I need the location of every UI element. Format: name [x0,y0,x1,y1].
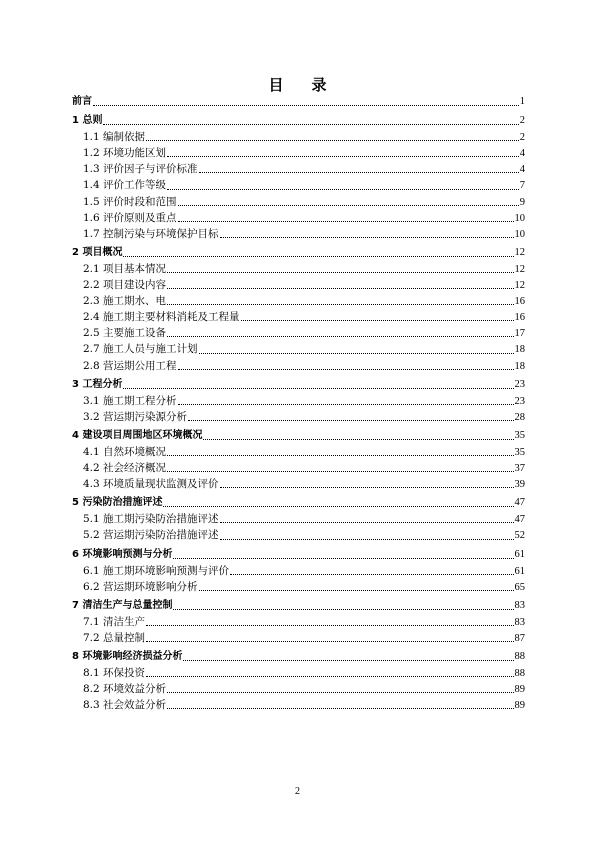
toc-section-row[interactable] [72,563,525,579]
toc-page-number: 10 [514,228,525,240]
toc-page-number: 39 [514,479,525,491]
toc-leader-dots [167,707,513,709]
toc-leader-dots [146,139,519,141]
toc-page-number: 65 [514,581,525,593]
toc-entry-label: 8.2 环境效益分析 [83,683,167,696]
toc-chapter-row[interactable] [72,428,525,444]
toc-section-row[interactable] [72,226,525,242]
toc-section-row[interactable] [72,697,525,713]
toc-leader-dots [203,438,513,440]
toc-entry-label: 1.1 编制依据 [83,131,146,144]
toc-page-number: 9 [519,196,525,208]
table-of-contents [72,94,525,713]
toc-page-number: 2 [519,132,525,144]
toc-leader-dots [220,521,514,523]
toc-page-number: 28 [514,411,525,423]
toc-section-row[interactable] [72,325,525,341]
toc-leader-dots [178,368,514,370]
toc-entry-label: 7.2 总量控制 [83,632,146,644]
toc-page-number: 17 [514,328,525,340]
toc-page-number: 4 [519,164,525,176]
toc-section-row[interactable] [72,177,525,193]
toc-leader-dots [123,387,513,389]
toc-leader-dots [123,255,513,257]
toc-section-row[interactable] [72,393,525,409]
toc-leader-dots [146,675,513,677]
toc-entry-label: 3 工程分析 [72,378,123,390]
toc-entry-label: 前言 [72,96,92,107]
toc-page-number: 88 [514,651,525,663]
toc-entry-label: 7.1 清洁生产 [83,615,146,628]
toc-page-number: 2 [519,115,525,127]
toc-entry-label: 2.7 施工人员与施工计划 [83,343,198,356]
toc-page-number: 52 [514,530,525,542]
toc-chapter-row[interactable] [72,598,525,614]
toc-section-row[interactable] [72,129,525,145]
toc-leader-dots [146,640,513,642]
toc-entry-label: 1.5 评价时段和范围 [83,195,177,208]
toc-leader-dots [188,419,513,421]
toc-leader-dots [220,538,514,540]
toc-leader-dots [167,287,513,289]
toc-entry-label: 2 项目概况 [72,246,123,258]
toc-entry-label: 2.4 施工期主要材料消耗及工程量 [83,311,240,324]
toc-entry-label: 5.2 营运期污染防治措施评述 [83,529,219,542]
toc-page-number: 35 [514,429,525,441]
toc-page-number: 61 [514,548,525,560]
toc-page-number: 89 [514,700,525,712]
toc-page-number: 88 [514,668,525,680]
toc-entry-label: 1.4 评价工作等级 [83,179,167,192]
toc-page-number: 18 [514,360,525,372]
toc-page-number: 1 [519,96,525,107]
toc-leader-dots [178,403,514,405]
toc-entry-label: 1.3 评价因子与评价标准 [83,163,198,176]
toc-leader-dots [230,573,513,575]
toc-section-row[interactable] [72,145,525,161]
toc-leader-dots [173,557,513,559]
toc-chapter-row[interactable] [72,495,525,511]
toc-entry-label: 2.5 主要施工设备 [83,327,167,340]
toc-page-number: 12 [514,246,525,258]
toc-section-row[interactable] [72,476,525,492]
footer-page-number: 2 [295,786,300,797]
toc-leader-dots [167,454,513,456]
toc-page-number: 23 [514,378,525,390]
toc-entry-label: 8.1 环保投资 [83,667,146,680]
toc-leader-dots [163,505,513,507]
toc-leader-dots [199,589,514,591]
toc-section-row[interactable] [72,358,525,374]
toc-entry-label: 5.1 施工期污染防治措施评述 [83,513,219,526]
toc-entry-label: 6.2 营运期环境影响分析 [83,580,198,593]
toc-page-number: 47 [514,497,525,509]
toc-entry-label: 2.8 营运期公用工程 [83,359,177,372]
title-part-2: 录 [311,76,327,94]
toc-chapter-row[interactable] [72,649,525,665]
toc-entry-label: 6.1 施工期环境影响预测与评价 [83,564,230,577]
toc-leader-dots [167,691,513,693]
toc-leader-dots [167,188,519,190]
toc-section-row[interactable] [72,681,525,697]
toc-entry-label: 4.1 自然环境概况 [83,445,167,458]
toc-chapter-row[interactable] [72,245,525,261]
toc-section-row[interactable] [72,277,525,293]
toc-page-number: 16 [514,296,525,308]
toc-chapter-row[interactable] [72,113,525,129]
toc-entry-label: 2.2 项目建设内容 [83,279,167,292]
toc-entry-label: 2.1 项目基本情况 [83,262,167,275]
toc-leader-dots [167,303,513,305]
toc-section-row[interactable] [72,614,525,630]
toc-leader-dots [167,335,513,337]
toc-leader-dots [220,236,514,238]
toc-page-number: 10 [514,212,525,224]
toc-entry-label: 6 环境影响预测与分析 [72,548,173,560]
toc-section-row[interactable] [72,341,525,357]
toc-leader-dots [199,171,519,173]
toc-leader-dots [173,608,513,610]
toc-page-number: 37 [514,463,525,475]
toc-section-row[interactable] [72,630,525,646]
toc-leader-dots [167,271,513,273]
toc-page-number: 12 [514,263,525,275]
toc-leader-dots [220,486,514,488]
toc-entry-label: 1.2 环境功能区划 [83,147,167,160]
toc-section-row[interactable] [72,511,525,527]
toc-entry-label: 8 环境影响经济损益分析 [72,651,183,663]
toc-entry-label: 7 清洁生产与总量控制 [72,599,173,611]
toc-section-row[interactable] [72,665,525,681]
toc-section-row[interactable] [72,309,525,325]
toc-page-number: 18 [514,344,525,356]
toc-chapter-row[interactable] [72,547,525,563]
toc-page-number: 47 [514,514,525,526]
toc-page-number: 35 [514,446,525,458]
toc-entry-label: 1 总则 [72,115,103,127]
toc-section-row[interactable] [72,579,525,595]
toc-leader-dots [183,659,513,661]
toc-page-number: 83 [514,599,525,611]
toc-page-number: 89 [514,684,525,696]
toc-page-number: 61 [514,565,525,577]
toc-section-row[interactable] [72,194,525,210]
toc-section-row[interactable] [72,409,525,425]
page-title [0,74,595,95]
title-part-1: 目 [268,76,284,94]
toc-entry-label: 4.3 环境质量现状监测及评价 [83,478,219,491]
toc-section-row[interactable] [72,444,525,460]
toc-leader-dots [167,470,513,472]
toc-leader-dots [93,104,519,106]
toc-section-row[interactable] [72,261,525,277]
toc-entry-label: 3.1 施工期工程分析 [83,394,177,407]
toc-leader-dots [167,155,519,157]
toc-page-number: 16 [514,312,525,324]
toc-section-row[interactable] [72,527,525,543]
toc-page-number: 87 [514,633,525,644]
toc-page-number: 83 [514,616,525,628]
toc-entry-label: 4.2 社会经济概况 [83,462,167,475]
toc-chapter-row[interactable] [72,377,525,393]
toc-section-row[interactable] [72,460,525,476]
toc-leader-dots [178,204,519,206]
toc-entry-label: 8.3 社会效益分析 [83,699,167,712]
toc-page-number: 7 [519,180,525,192]
toc-page-number: 4 [519,148,525,160]
toc-entry-label: 1.7 控制污染与环境保护目标 [83,227,219,240]
toc-entry-label: 2.3 施工期水、电 [83,295,167,308]
toc-leader-dots [146,624,513,626]
toc-leader-dots [103,123,518,125]
toc-page-number: 23 [514,395,525,407]
toc-section-row[interactable] [72,293,525,309]
toc-leader-dots [241,319,514,321]
toc-page-number: 12 [514,280,525,292]
toc-leader-dots [178,220,514,222]
toc-entry-label: 3.2 营运期污染源分析 [83,410,188,423]
toc-chapter-row[interactable] [72,94,525,110]
toc-leader-dots [199,352,514,354]
toc-entry-label: 1.6 评价原则及重点 [83,211,177,224]
toc-entry-label: 5 污染防治措施评述 [72,497,163,509]
toc-section-row[interactable] [72,161,525,177]
toc-entry-label: 4 建设项目周围地区环境概况 [72,429,203,441]
toc-section-row[interactable] [72,210,525,226]
